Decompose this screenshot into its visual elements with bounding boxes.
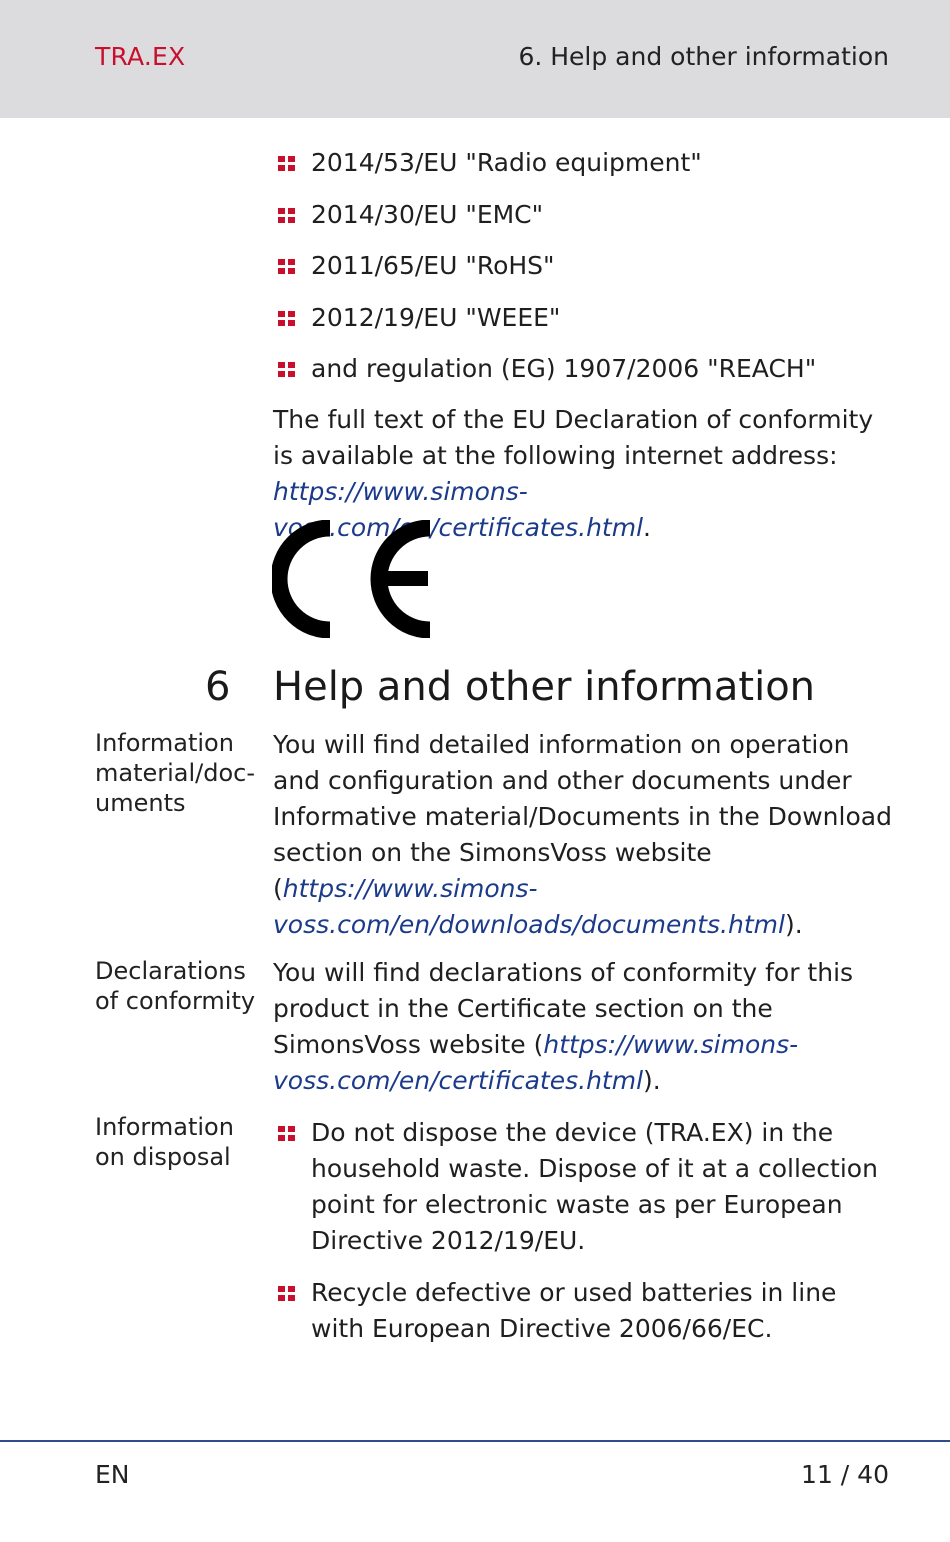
bullet-icon	[278, 208, 296, 224]
bullet-icon	[278, 259, 296, 275]
bullet-icon	[278, 156, 296, 172]
bullet-icon	[278, 311, 296, 327]
footer-page-number: 11 / 40	[801, 1460, 889, 1489]
downloads-link[interactable]: https://www.simons-voss.com/en/downloads/documents.html	[273, 874, 785, 939]
information-material-text-end: ).	[784, 910, 803, 939]
information-material-text: You will find detailed information on operation and configuration and other documents under Informative material/Documents in the Download section on the SimonsVoss website (	[273, 730, 892, 903]
declarations-paragraph	[273, 955, 898, 1099]
running-section-title: 6. Help and other information	[518, 42, 889, 71]
directive-text: 2011/65/EU "RoHS"	[311, 251, 555, 280]
directive-text: 2012/19/EU "WEEE"	[311, 303, 561, 332]
bullet-icon	[278, 362, 296, 378]
footer-language: EN	[95, 1460, 130, 1489]
page-header	[0, 0, 950, 118]
certificates-section-link[interactable]: https://www.simons-voss.com/en/certificates.html	[273, 1030, 799, 1095]
chapter-number: 6	[205, 664, 231, 710]
declarations-label: Declarations of conformity	[95, 957, 256, 1015]
declarations-text: You will find declarations of conformity for this product in the Certificate section on the SimonsVoss website (	[273, 958, 854, 1059]
disposal-label: Information on disposal	[95, 1113, 234, 1171]
brand-label: TRA.EX	[95, 42, 186, 71]
directive-text: 2014/53/EU "Radio equipment"	[311, 148, 702, 177]
directive-text: 2014/30/EU "EMC"	[311, 200, 544, 229]
declaration-text: The full text of the EU Declaration of conformity is available at the following internet address:	[273, 405, 874, 470]
chapter-title: Help and other information	[273, 664, 816, 710]
disposal-text: Do not dispose the device (TRA.EX) in the household waste. Dispose of it at a collection point for electronic waste as per European Directive 2012/19/EU.	[311, 1118, 878, 1255]
declaration-text-end: .	[643, 513, 651, 542]
footer-divider	[0, 1440, 950, 1442]
certificates-link[interactable]: https://www.simons-voss.com/en/certificates.html	[273, 477, 644, 542]
bullet-icon	[278, 1286, 296, 1302]
information-material-paragraph	[273, 727, 898, 943]
directive-text: and regulation (EG) 1907/2006 "REACH"	[311, 354, 817, 383]
bullet-icon	[278, 1126, 296, 1142]
declarations-text-end: ).	[643, 1066, 661, 1095]
disposal-text: Recycle defective or used batteries in line with European Directive 2006/66/EC.	[311, 1278, 837, 1343]
ce-mark-icon	[272, 520, 438, 638]
information-material-label: Information material/doc-uments	[95, 729, 256, 817]
